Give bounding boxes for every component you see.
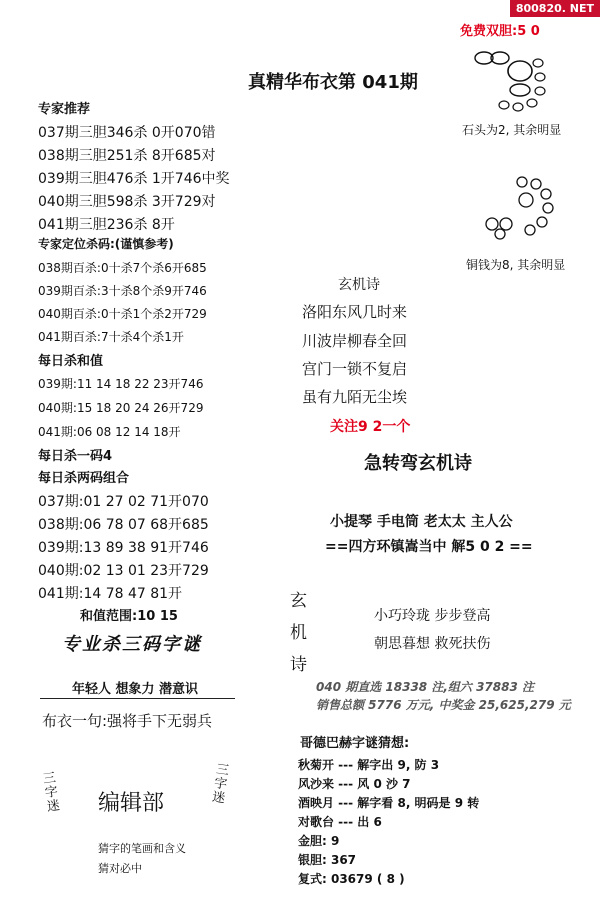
position-kill-row: 039期百杀:3十杀8个杀9开746 — [38, 284, 207, 298]
side-riddle-right: 三字迷 — [211, 762, 231, 807]
poem-heading: 玄机诗 — [338, 277, 380, 293]
goethe-row: 秋菊开 --- 解字出 9, 防 3 — [298, 758, 440, 772]
two-code-row: 038期:06 78 07 68开685 — [38, 517, 209, 533]
two-code-row: 039期:13 89 38 91开746 — [38, 540, 209, 556]
two-code-row: 037期:01 27 02 71开070 — [38, 494, 209, 510]
page-title: 真精华布衣第 041期 — [248, 72, 418, 93]
two-code-row: 041期:14 78 47 81开 — [38, 586, 183, 602]
expert-row: 039期三胆476杀 1开746中奖 — [38, 171, 230, 187]
idiom-line: 朝思暮想 救死扶伤 — [374, 636, 491, 652]
sales-line: 销售总额 5776 万元, 中奖金 25,625,279 元 — [316, 698, 571, 712]
keywords-line: 年轻人 想象力 潜意识 — [72, 682, 199, 697]
goethe-row: 风沙来 --- 风 0 沙 7 — [298, 777, 411, 791]
expert-row: 041期三胆236杀 8开 — [38, 217, 175, 233]
goethe-row: 对歌台 --- 出 6 — [298, 815, 382, 829]
poem-line: 洛阳东风几时来 — [302, 303, 408, 321]
kill-one-code: 每日杀一码4 — [38, 449, 113, 464]
free-pick-label: 免费双胆:5 0 — [460, 24, 540, 39]
poem-line: 宫门一锁不复启 — [302, 360, 408, 378]
items-line: 小提琴 手电筒 老太太 主人公 — [330, 514, 513, 530]
position-kill-row: 041期百杀:7十杀4个杀1开 — [38, 330, 184, 344]
xuanji-vertical-label: 玄机诗 — [290, 591, 307, 675]
idiom-line: 小巧玲珑 步步登高 — [374, 608, 491, 624]
turn-poem-title: 急转弯玄机诗 — [364, 453, 472, 474]
expert-row: 040期三胆598杀 3开729对 — [38, 194, 216, 210]
focus-label: 关注9 2一个 — [330, 419, 411, 435]
sum-kill-row: 041期:06 08 12 14 18开 — [38, 425, 181, 439]
coin-figure-image — [478, 172, 558, 244]
poem-line: 虽有九陌无尘埃 — [302, 388, 408, 406]
site-watermark: 800820. NET — [510, 0, 600, 17]
goethe-row: 复式: 03679 ( 8 ) — [298, 872, 405, 886]
position-kill-heading: 专家定位杀码:(谨慎参考) — [38, 237, 174, 251]
divider — [40, 698, 235, 699]
goethe-row: 银胆: 367 — [298, 853, 357, 867]
sum-kill-row: 040期:15 18 20 24 26开729 — [38, 401, 204, 415]
solve-line: ==四方环镇嵩当中 解5 0 2 == — [325, 539, 533, 555]
expert-heading: 专家推荐 — [38, 102, 91, 117]
side-riddle-left: 三字迷 — [42, 770, 61, 815]
two-code-heading: 每日杀两码组合 — [38, 471, 130, 486]
riddle-title: 专业杀三码字谜 — [62, 634, 202, 655]
goethe-heading: 哥德巴赫字谜猜想: — [300, 736, 410, 751]
guess-note: 猜对必中 — [98, 862, 142, 875]
expert-row: 037期三胆346杀 0开070错 — [38, 125, 216, 141]
position-kill-row: 038期百杀:0十杀7个杀6开685 — [38, 261, 207, 275]
stone-figure-image — [470, 45, 550, 117]
editor-label: 编辑部 — [98, 791, 165, 816]
guess-note: 猜字的笔画和含义 — [98, 842, 186, 855]
coin-caption: 铜钱为8, 其余明显 — [466, 258, 566, 272]
expert-row: 038期三胆251杀 8开685对 — [38, 148, 216, 164]
sum-range: 和值范围:10 15 — [80, 609, 178, 624]
stone-caption: 石头为2, 其余明显 — [462, 123, 562, 137]
goethe-row: 金胆: 9 — [298, 834, 340, 848]
sum-kill-heading: 每日杀和值 — [38, 354, 104, 369]
buyi-line: 布衣一句:强将手下无弱兵 — [42, 712, 213, 730]
two-code-row: 040期:02 13 01 23开729 — [38, 563, 209, 579]
sales-line: 040 期直选 18338 注,组六 37883 注 — [316, 680, 534, 694]
sum-kill-row: 039期:11 14 18 22 23开746 — [38, 377, 204, 391]
goethe-row: 酒映月 --- 解字看 8, 明码是 9 转 — [298, 796, 480, 810]
poem-line: 川波岸柳春全回 — [302, 332, 408, 350]
position-kill-row: 040期百杀:0十杀1个杀2开729 — [38, 307, 207, 321]
